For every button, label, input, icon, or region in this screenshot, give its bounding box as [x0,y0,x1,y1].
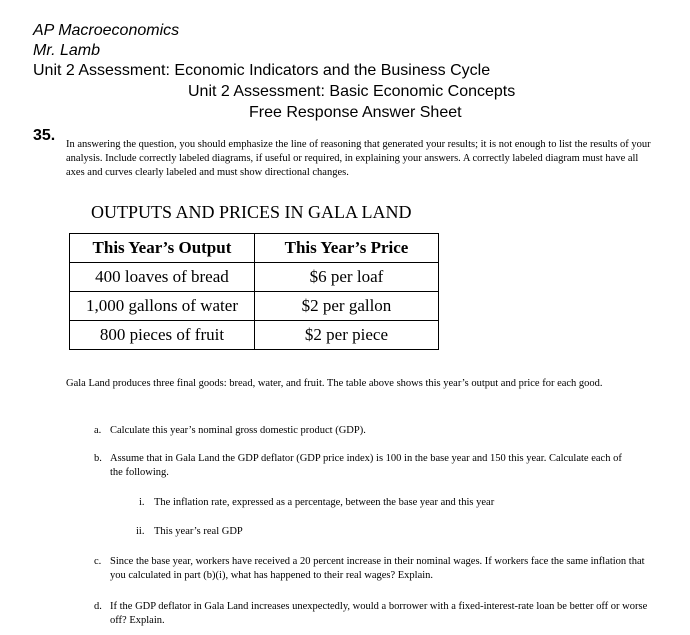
table-cell: $2 per piece [254,321,438,350]
column-header-output: This Year’s Output [70,234,255,263]
part-b-ii-text: This year’s real GDP [154,526,243,537]
part-d-label: d. [94,601,102,612]
part-b-i-label: i. [139,497,145,508]
sheet-title: Free Response Answer Sheet [249,104,462,121]
teacher-name: Mr. Lamb [33,42,100,59]
part-b-text: Assume that in Gala Land the GDP deflator (GDP price index) is 100 in the base year and 150 this year. Calculate each of the following. [110,453,622,478]
table-row [70,263,439,292]
table-cell: $2 per gallon [254,292,438,321]
part-c-text: Since the base year, workers have received a 20 percent increase in their nominal wages. If workers face the same inflation that you calculated in part (b)(i), what has happened to their real wages? Explain. [110,556,645,581]
table-row [70,321,439,350]
part-b-i-text: The inflation rate, expressed as a percentage, between the base year and this year [154,497,495,508]
part-b-ii-label: ii. [136,526,145,537]
table-cell: 400 loaves of bread [70,263,255,292]
table-header-row [70,234,439,263]
subtitle: Unit 2 Assessment: Basic Economic Concepts [188,83,516,100]
part-b-label: b. [94,453,102,464]
question-number: 35. [33,127,56,144]
table-cell: 800 pieces of fruit [70,321,255,350]
table-row [70,292,439,321]
part-c-label: c. [94,556,102,567]
table-cell: $6 per loaf [254,263,438,292]
column-header-price: This Year’s Price [254,234,438,263]
unit-title: Unit 2 Assessment: Economic Indicators and the Business Cycle [33,62,491,79]
part-a-text: Calculate this year’s nominal gross domestic product (GDP). [110,425,366,436]
part-d-text: If the GDP deflator in Gala Land increases unexpectedly, would a borrower with a fixed-interest-rate loan be better off or worse off? Explain. [110,601,648,626]
output-price-table [69,233,439,350]
table-cell: 1,000 gallons of water [70,292,255,321]
intro-paragraph: Gala Land produces three final goods: bread, water, and fruit. The table above shows this year’s output and price for each good. [66,378,603,389]
part-a-label: a. [94,425,102,436]
table-title: OUTPUTS AND PRICES IN GALA LAND [91,202,412,222]
instructions: In answering the question, you should emphasize the line of reasoning that generated your results; it is not enough to list the results of your analysis. Include correctly labeled diagrams, if useful or required, in explaining your answers. A correctly labeled diagram must have all axes and curves clearly labeled and must show directional changes. [66,139,651,178]
course-title: AP Macroeconomics [33,22,180,39]
